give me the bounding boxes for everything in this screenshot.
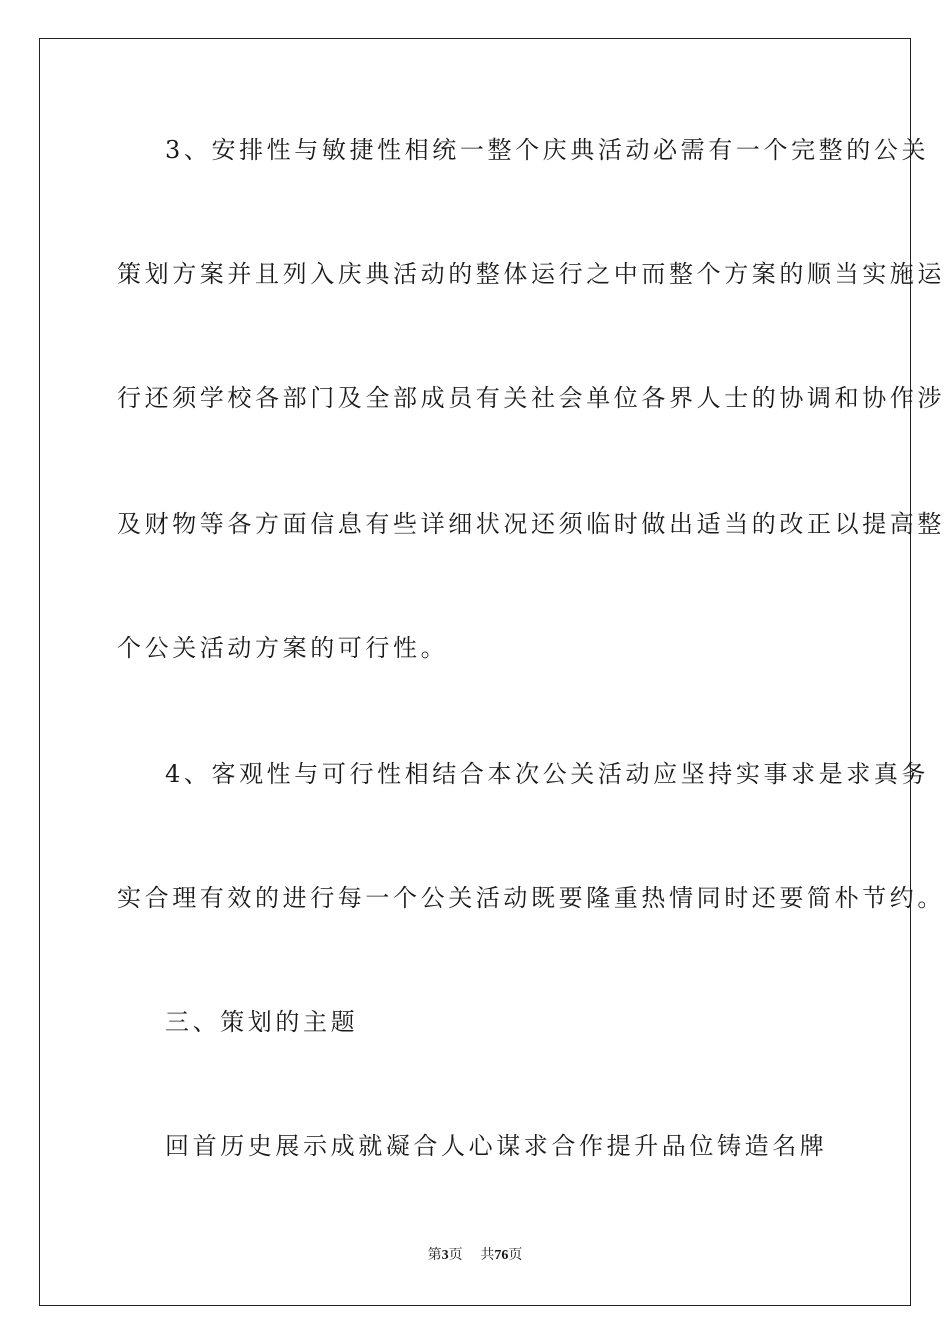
page-footer	[0, 1246, 950, 1265]
paragraph-line: 个公关活动方案的可行性。	[117, 634, 449, 662]
paragraph-line: 实合理有效的进行每一个公关活动既要隆重热情同时还要简朴节约。	[117, 884, 945, 912]
theme-line: 回首历史展示成就凝合人心谋求合作提升品位铸造名牌	[165, 1132, 828, 1160]
total-pages: 76	[494, 1248, 509, 1263]
total-prefix: 共	[480, 1247, 495, 1263]
section-heading: 三、策划的主题	[165, 1008, 359, 1036]
page-suffix: 页	[448, 1247, 463, 1263]
paragraph-line: 3、安排性与敏捷性相统一整个庆典活动必需有一个完整的公关	[165, 136, 930, 164]
page-number: 3	[441, 1248, 449, 1263]
page-border	[39, 38, 911, 1306]
paragraph-line: 策划方案并且列入庆典活动的整体运行之中而整个方案的顺当实施运	[117, 260, 945, 288]
total-suffix: 页	[508, 1247, 523, 1263]
paragraph-line: 及财物等各方面信息有些详细状况还须临时做出适当的改正以提高整	[117, 510, 945, 538]
paragraph-line: 4、客观性与可行性相结合本次公关活动应坚持实事求是求真务	[165, 760, 930, 788]
page-prefix: 第	[427, 1247, 442, 1263]
paragraph-line: 行还须学校各部门及全部成员有关社会单位各界人士的协调和协作涉	[117, 384, 945, 412]
